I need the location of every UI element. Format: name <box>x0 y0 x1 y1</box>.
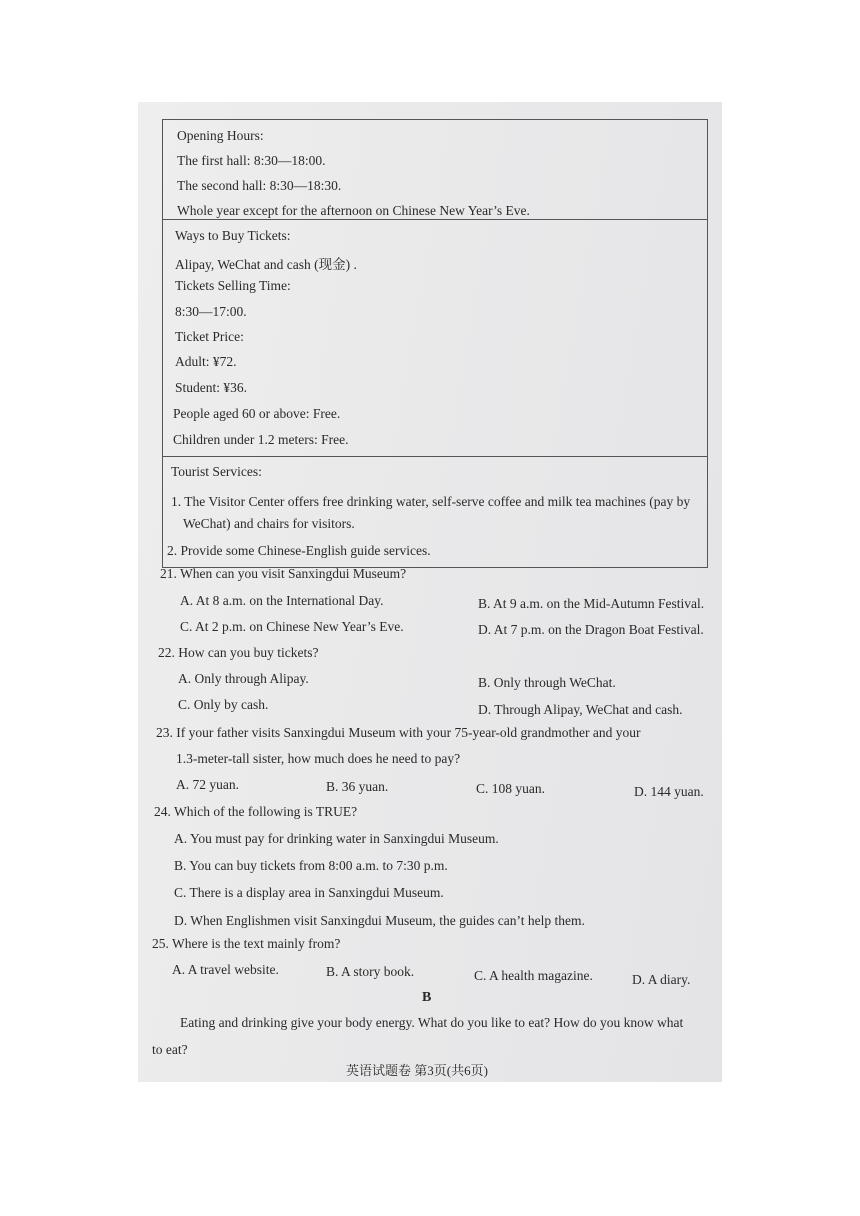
question-stem: 23. If your father visits Sanxingdui Museum with your 75-year-old grandmother and your <box>156 725 641 740</box>
option: A. Only through Alipay. <box>178 671 309 686</box>
ticket-line: Adult: ¥72. <box>175 354 237 369</box>
question-stem: 21. When can you visit Sanxingdui Museum? <box>160 566 407 581</box>
option: B. A story book. <box>326 964 415 979</box>
ticket-line: Ticket Price: <box>175 329 244 344</box>
opening-heading: Opening Hours: <box>177 128 264 143</box>
option: A. A travel website. <box>172 962 279 977</box>
opening-hours-section <box>163 120 707 220</box>
option: D. A diary. <box>632 972 691 987</box>
option: D. At 7 p.m. on the Dragon Boat Festival. <box>478 622 704 637</box>
option: D. When Englishmen visit Sanxingdui Museum, the guides can’t help them. <box>174 913 585 928</box>
option: C. A health magazine. <box>474 968 593 983</box>
option: A. You must pay for drinking water in Sanxingdui Museum. <box>174 831 499 846</box>
option: D. Through Alipay, WeChat and cash. <box>478 702 683 717</box>
option: D. 144 yuan. <box>634 784 704 799</box>
ticket-line: 8:30—17:00. <box>175 304 247 319</box>
passage-text: Eating and drinking give your body energy. What do you like to eat? How do you know what <box>180 1015 684 1030</box>
question-stem: 22. How can you buy tickets? <box>158 645 319 660</box>
question-stem: 24. Which of the following is TRUE? <box>154 804 358 819</box>
service-item: 1. The Visitor Center offers free drinking water, self-serve coffee and milk tea machines (pay by <box>171 494 691 509</box>
tickets-section <box>163 220 707 457</box>
service-item: WeChat) and chairs for visitors. <box>183 516 355 531</box>
option: A. 72 yuan. <box>176 777 239 792</box>
info-table <box>162 119 708 568</box>
option: C. Only by cash. <box>178 697 269 712</box>
section-letter: B <box>422 990 432 1005</box>
page-footer: 英语试题卷 第3页(共6页) <box>346 1063 488 1078</box>
option: B. 36 yuan. <box>326 779 389 794</box>
option: B. Only through WeChat. <box>478 675 616 690</box>
option: C. There is a display area in Sanxingdui Museum. <box>174 885 444 900</box>
ticket-line: Ways to Buy Tickets: <box>175 228 291 243</box>
option: A. At 8 a.m. on the International Day. <box>180 593 384 608</box>
question-stem-cont: 1.3-meter-tall sister, how much does he need to pay? <box>176 751 461 766</box>
opening-line: Whole year except for the afternoon on Chinese New Year’s Eve. <box>177 203 530 218</box>
option: C. 108 yuan. <box>476 781 545 796</box>
service-item: 2. Provide some Chinese-English guide services. <box>167 543 431 558</box>
option: B. You can buy tickets from 8:00 a.m. to 7:30 p.m. <box>174 858 448 873</box>
ticket-line: Student: ¥36. <box>175 380 248 395</box>
ticket-line: Children under 1.2 meters: Free. <box>173 432 349 447</box>
ticket-line: Tickets Selling Time: <box>175 278 291 293</box>
opening-line: The second hall: 8:30—18:30. <box>177 178 342 193</box>
services-section <box>163 457 707 567</box>
services-heading: Tourist Services: <box>171 464 262 479</box>
passage-text: to eat? <box>152 1042 188 1057</box>
opening-line: The first hall: 8:30—18:00. <box>177 153 326 168</box>
option: B. At 9 a.m. on the Mid-Autumn Festival. <box>478 596 705 611</box>
option: C. At 2 p.m. on Chinese New Year’s Eve. <box>180 619 404 634</box>
ticket-line: Alipay, WeChat and cash (现金) . <box>175 257 357 272</box>
exam-page <box>138 102 722 1082</box>
question-stem: 25. Where is the text mainly from? <box>152 936 341 951</box>
ticket-line: People aged 60 or above: Free. <box>173 406 341 421</box>
